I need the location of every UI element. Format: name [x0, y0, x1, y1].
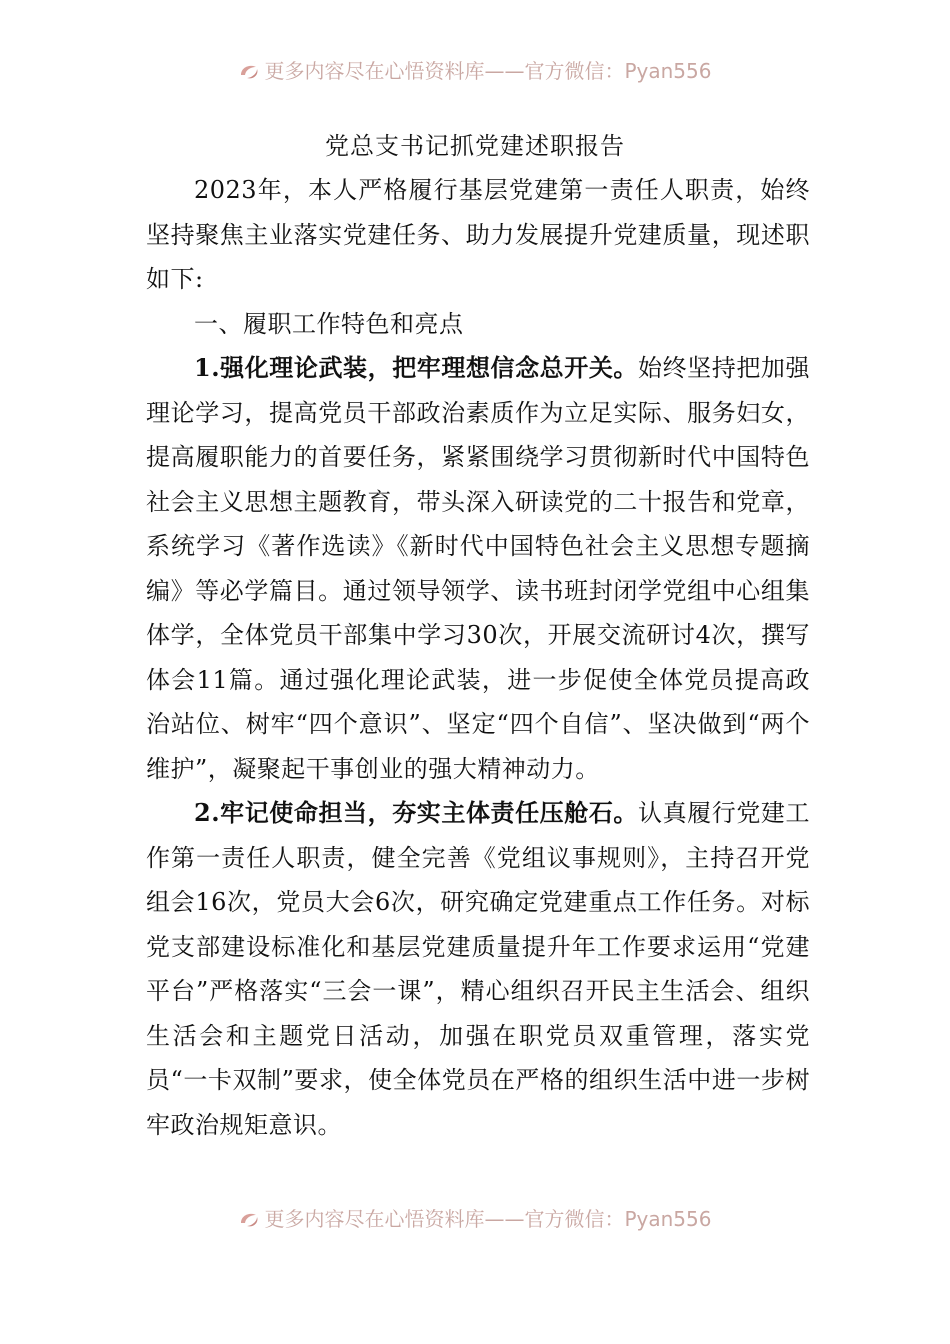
item-2-text: 认真履行党建工作第一责任人职责，健全完善《党组议事规则》，主持召开党组会16次，党员大会6次，研究确定党建重点工作任务。对标党支部建设标准化和基层党建质量提升年工作要求运用“党建平台”严格落实“三会一课”，精心组织召开民主生活会、组织生活会和主题党日活动，加强在职党员双重管理，落实党员“一卡双制”要求，使全体党员在严格的组织生活中进一步树牢政治规矩意识。: [146, 799, 810, 1139]
header-watermark-text: 更多内容尽在心悟资料库——官方微信：Pyan556: [264, 59, 712, 83]
section-heading: 一、履职工作特色和亮点: [194, 309, 464, 338]
footer-watermark-text: 更多内容尽在心悟资料库——官方微信：Pyan556: [264, 1207, 712, 1231]
item-2-paragraph: [146, 791, 810, 1147]
intro-paragraph: 2023年，本人严格履行基层党建第一责任人职责，始终坚持聚焦主业落实党建任务、助力发展提升党建质量，现述职如下:: [146, 176, 810, 293]
header-watermark: [0, 58, 950, 84]
item-1-text: 始终坚持把加强理论学习，提高党员干部政治素质作为立足实际、服务妇女，提高履职能力的首要任务，紧紧围绕学习贯彻新时代中国特色社会主义思想主题教育，带头深入研读党的二十报告和党章，系统学习《著作选读》《新时代中国特色社会主义思想专题摘编》等必学篇目。通过领导领学、读书班封闭学党组中心组集体学，全体党员干部集中学习30次，开展交流研讨4次，撰写体会11篇。通过强化理论武装，进一步促使全体党员提高政治站位、树牢“四个意识”、坚定“四个自信”、坚决做到“两个维护”，凝聚起干事创业的强大精神动力。: [146, 354, 810, 783]
item-1-paragraph: [146, 346, 810, 791]
document-body: [146, 168, 810, 1147]
watermark-logo-icon: [238, 61, 260, 81]
item-2-lead: 2.牢记使命担当，夯实主体责任压舱石。: [194, 798, 639, 827]
watermark-logo-icon: [238, 1209, 260, 1229]
page-title: 党总支书记抓党建述职报告: [325, 132, 625, 160]
item-1-lead: 1.强化理论武装，把牢理想信念总开关。: [194, 353, 639, 382]
footer-watermark: [0, 1206, 950, 1232]
